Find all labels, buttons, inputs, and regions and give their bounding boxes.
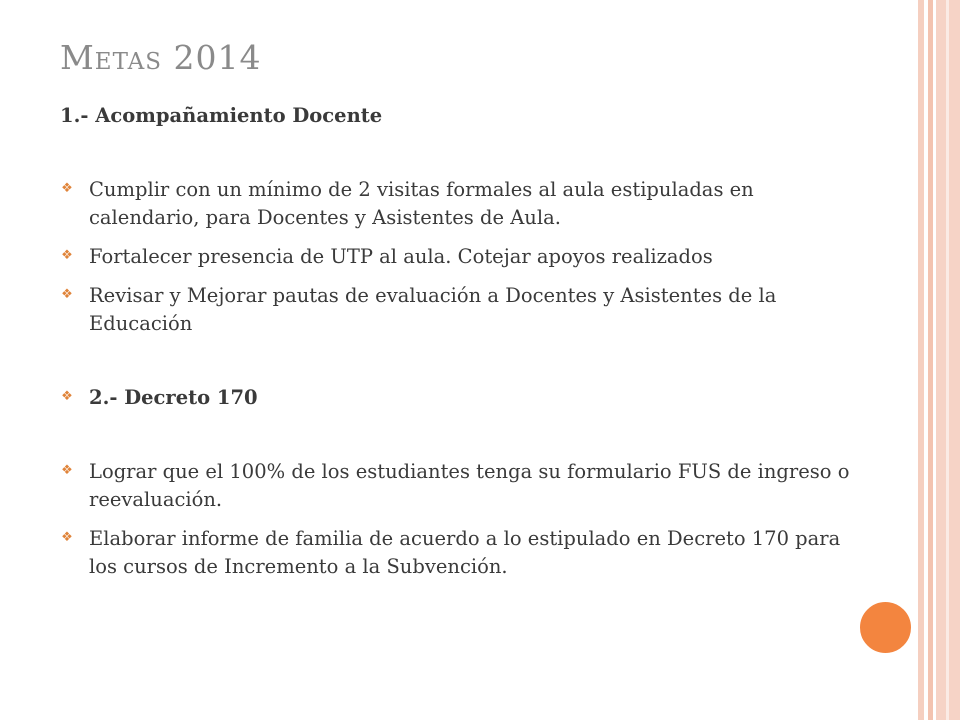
border-stripe — [946, 0, 949, 720]
diamond-bullet-icon: ❖ — [61, 287, 73, 302]
section-heading: 1.- Acompañamiento Docente — [60, 104, 383, 127]
diamond-bullet-icon: ❖ — [61, 463, 73, 478]
decorative-circle — [857, 599, 914, 656]
diamond-bullet-icon: ❖ — [61, 530, 73, 545]
bullet-text: Fortalecer presencia de UTP al aula. Cotejar apoyos realizados — [89, 245, 713, 268]
diamond-bullet-icon: ❖ — [61, 181, 73, 196]
bullet-text: Revisar y Mejorar pautas de evaluación a Docentes y Asistentes de la Educación — [89, 284, 777, 335]
bullet-text: Lograr que el 100% de los estudiantes tenga su formulario FUS de ingreso o reevaluación. — [89, 460, 850, 511]
bullet-text: Elaborar informe de familia de acuerdo a lo estipulado en Decreto 170 para los cursos de Incremento a la Subvención. — [89, 527, 841, 578]
slide-title: Metas 2014 — [60, 38, 262, 77]
diamond-bullet-icon: ❖ — [61, 248, 73, 263]
section-heading-decreto: 2.- Decreto 170 — [89, 386, 258, 409]
bullet-text: Cumplir con un mínimo de 2 visitas formales al aula estipuladas en calendario, para Docentes y Asistentes de Aula. — [89, 178, 754, 229]
diamond-bullet-icon: ❖ — [61, 389, 73, 404]
